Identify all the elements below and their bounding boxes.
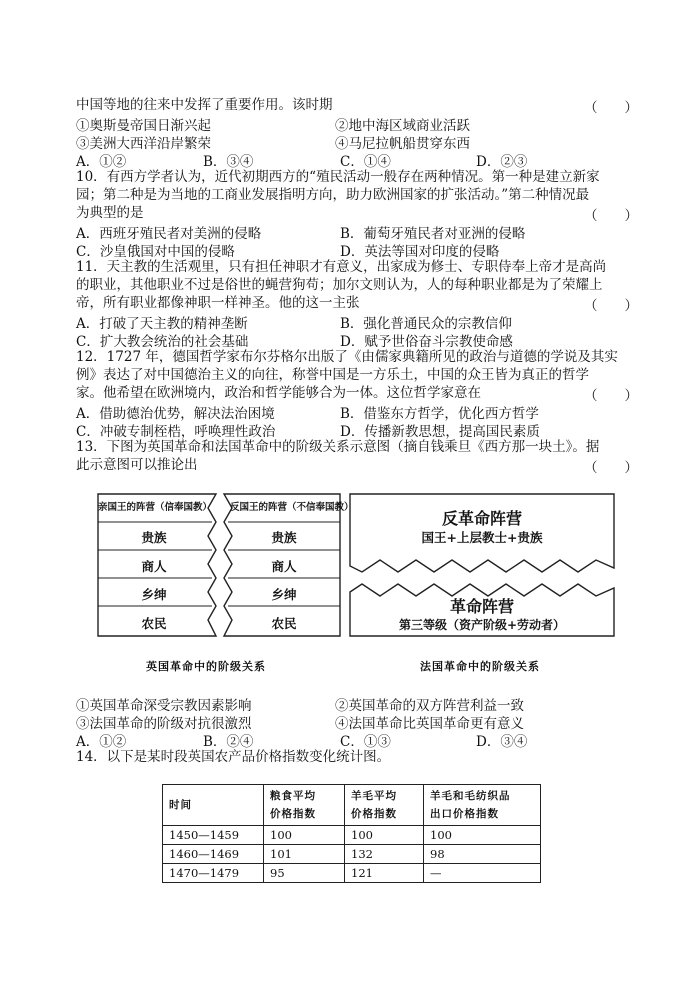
q11-stem-line-3: 帝，所有职业都像神职一样神圣。他的这一主张 (76, 295, 360, 311)
export-cell: 100 (424, 826, 541, 845)
q9-option-3: ③美洲大西洋沿岸繁荣 (76, 136, 211, 152)
q13-option-4: ④法国革命比英国革命更有意义 (335, 716, 524, 732)
q12-stem-line-1: 12．1727 年，德国哲学家布尔芬格尔出版了《由儒家典籍所见的政治与道德的学说及其实 (76, 349, 618, 365)
q13-option-2: ②英国革命的双方阵营利益一致 (335, 698, 524, 714)
export-cell: — (424, 864, 541, 883)
q12-choice-d: D．传播新教思想，提高国民素质 (340, 424, 540, 440)
q12-choice-b: B．借鉴东方哲学，优化西方哲学 (340, 406, 539, 422)
answer-paren: （ ） (584, 388, 638, 404)
header-export-line-1: 羊毛和毛纺织品 (430, 790, 511, 802)
table-header-row (163, 785, 541, 826)
parliament-peasants: 农民 (271, 615, 297, 631)
english-parliament-column (222, 497, 354, 633)
q12-stem-line-3: 家。他希望在欧洲境内，政治和哲学能够合为一体。这位哲学家意在 (76, 385, 481, 401)
table-row (163, 845, 541, 864)
q13-choice-c: C．①③ (340, 734, 391, 750)
header-wool-line-1: 羊毛平均 (351, 790, 397, 802)
q9-choice-c: C．①④ (340, 154, 391, 170)
export-cell: 98 (424, 845, 541, 864)
header-period-text: 时间 (169, 799, 192, 811)
header-grain-line-2: 价格指数 (270, 808, 316, 820)
royalist-nobility: 贵族 (141, 530, 167, 545)
header-period (163, 785, 264, 826)
table-row (163, 864, 541, 883)
parliament-gentry: 乡绅 (271, 587, 297, 602)
revolution-title: 革命阵营 (449, 597, 514, 616)
english-royalist-column (98, 497, 216, 633)
royalist-merchants: 商人 (141, 558, 167, 574)
q9-option-1: ①奥斯曼帝国日渐兴起 (76, 118, 211, 134)
wool-cell: 121 (345, 864, 424, 883)
q11-stem-line-2: 的职业，其他职业不过是俗世的蝇营狗苟；加尔文则认为，人的每种职业都是为了荣耀上 (76, 277, 603, 293)
grain-cell: 95 (264, 864, 345, 883)
period-cell: 1450—1459 (163, 826, 264, 845)
counter-revolution-members: 国王+上层教士+贵族 (421, 530, 543, 545)
q11-stem-line-1: 11．天主教的生活观里，只有担任神职才有意义，出家成为修士、专职侍奉上帝才是高尚 (76, 259, 607, 275)
grain-cell: 100 (264, 826, 345, 845)
q9-choice-d: D．②③ (476, 154, 528, 170)
period-cell: 1470—1479 (163, 864, 264, 883)
q14-stem: 14．以下是某时段英国农产品价格指数变化统计图。 (76, 749, 391, 765)
royalist-peasants: 农民 (141, 615, 167, 631)
q11-choice-c: C．扩大教会统治的社会基础 (76, 334, 249, 350)
table-row (163, 826, 541, 845)
price-index-table (162, 784, 541, 883)
q9-option-4: ④马尼拉帆船贯穿东西 (335, 136, 470, 152)
q9-option-2: ②地中海区域商业活跃 (335, 118, 470, 134)
french-diagram-caption: 法国革命中的阶级关系 (420, 660, 540, 673)
period-cell: 1460—1469 (163, 845, 264, 864)
q9-choice-b: B．③④ (203, 154, 254, 170)
royalist-gentry: 乡绅 (141, 587, 167, 602)
header-grain-price (264, 785, 345, 826)
revolution-members: 第三等级（资产阶级+劳动者） (398, 618, 566, 632)
q13-choice-d: D．③④ (476, 734, 528, 750)
q13-stem-line-2: 此示意图可以推论出 (76, 457, 198, 473)
q12-choice-c: C．冲破专制桎梏，呼唤理性政治 (76, 424, 276, 440)
q11-choice-d: D．赋予世俗奋斗宗教使命感 (340, 334, 513, 350)
q10-stem-line-1: 10．有西方学者认为，近代初期西方的“殖民活动一般存在两种情况。第一种是建立新家 (76, 169, 600, 185)
q10-choice-b: B．葡萄牙殖民者对亚洲的侵略 (340, 226, 526, 242)
q10-choice-c: C．沙皇俄国对中国的侵略 (76, 244, 235, 260)
q9-stem: 中国等地的往来中发挥了重要作用。该时期 (76, 97, 333, 113)
header-export-line-2: 出口价格指数 (430, 808, 499, 820)
q9-choice-a: A．①② (76, 154, 127, 170)
q10-choice-a: A．西班牙殖民者对美洲的侵略 (76, 226, 262, 242)
header-export-price (424, 785, 541, 826)
q10-choice-d: D．英法等国对印度的侵略 (340, 244, 500, 260)
header-wool-line-2: 价格指数 (351, 808, 397, 820)
answer-paren: （ ） (584, 298, 638, 314)
parliament-header: 反国王的阵营（不信奉国教） (230, 502, 354, 513)
answer-paren: （ ） (584, 208, 638, 224)
parliament-merchants: 商人 (271, 558, 297, 574)
parliament-nobility: 贵族 (271, 530, 297, 545)
q10-stem-line-3: 为典型的是 (76, 205, 144, 221)
q11-choice-b: B．强化普通民众的宗教信仰 (340, 316, 512, 332)
answer-paren: （ ） (584, 460, 638, 476)
q12-stem-line-2: 例》表达了对中国德治主义的向往，称誉中国是一方乐土，中国的众王皆为真正的哲学 (76, 367, 589, 383)
q10-stem-line-2: 园；第二种是为当地的工商业发展指明方向，助力欧洲国家的扩张活动。”第二种情况最 (76, 187, 590, 203)
counter-revolution-title: 反革命阵营 (441, 509, 522, 528)
header-wool-price (345, 785, 424, 826)
q13-choice-a: A．①② (76, 734, 127, 750)
q11-choice-a: A．打破了天主教的精神垄断 (76, 316, 248, 332)
q13-option-1: ①英国革命深受宗教因素影响 (76, 698, 252, 714)
q12-choice-a: A．借助德治优势，解决法治困境 (76, 406, 275, 422)
english-diagram-caption: 英国革命中的阶级关系 (146, 660, 266, 673)
header-grain-line-1: 粮食平均 (270, 790, 316, 802)
answer-paren: （ ） (584, 100, 638, 116)
q13-choice-b: B．②④ (203, 734, 254, 750)
wool-cell: 100 (345, 826, 424, 845)
q13-stem-line-1: 13．下图为英国革命和法国革命中的阶级关系示意图（摘自钱乘旦《西方那一块土》。据 (76, 439, 600, 455)
wool-cell: 132 (345, 845, 424, 864)
grain-cell: 101 (264, 845, 345, 864)
q13-option-3: ③法国革命的阶级对抗很激烈 (76, 716, 252, 732)
royalist-header: 亲国王的阵营（信奉国教） (98, 502, 213, 513)
